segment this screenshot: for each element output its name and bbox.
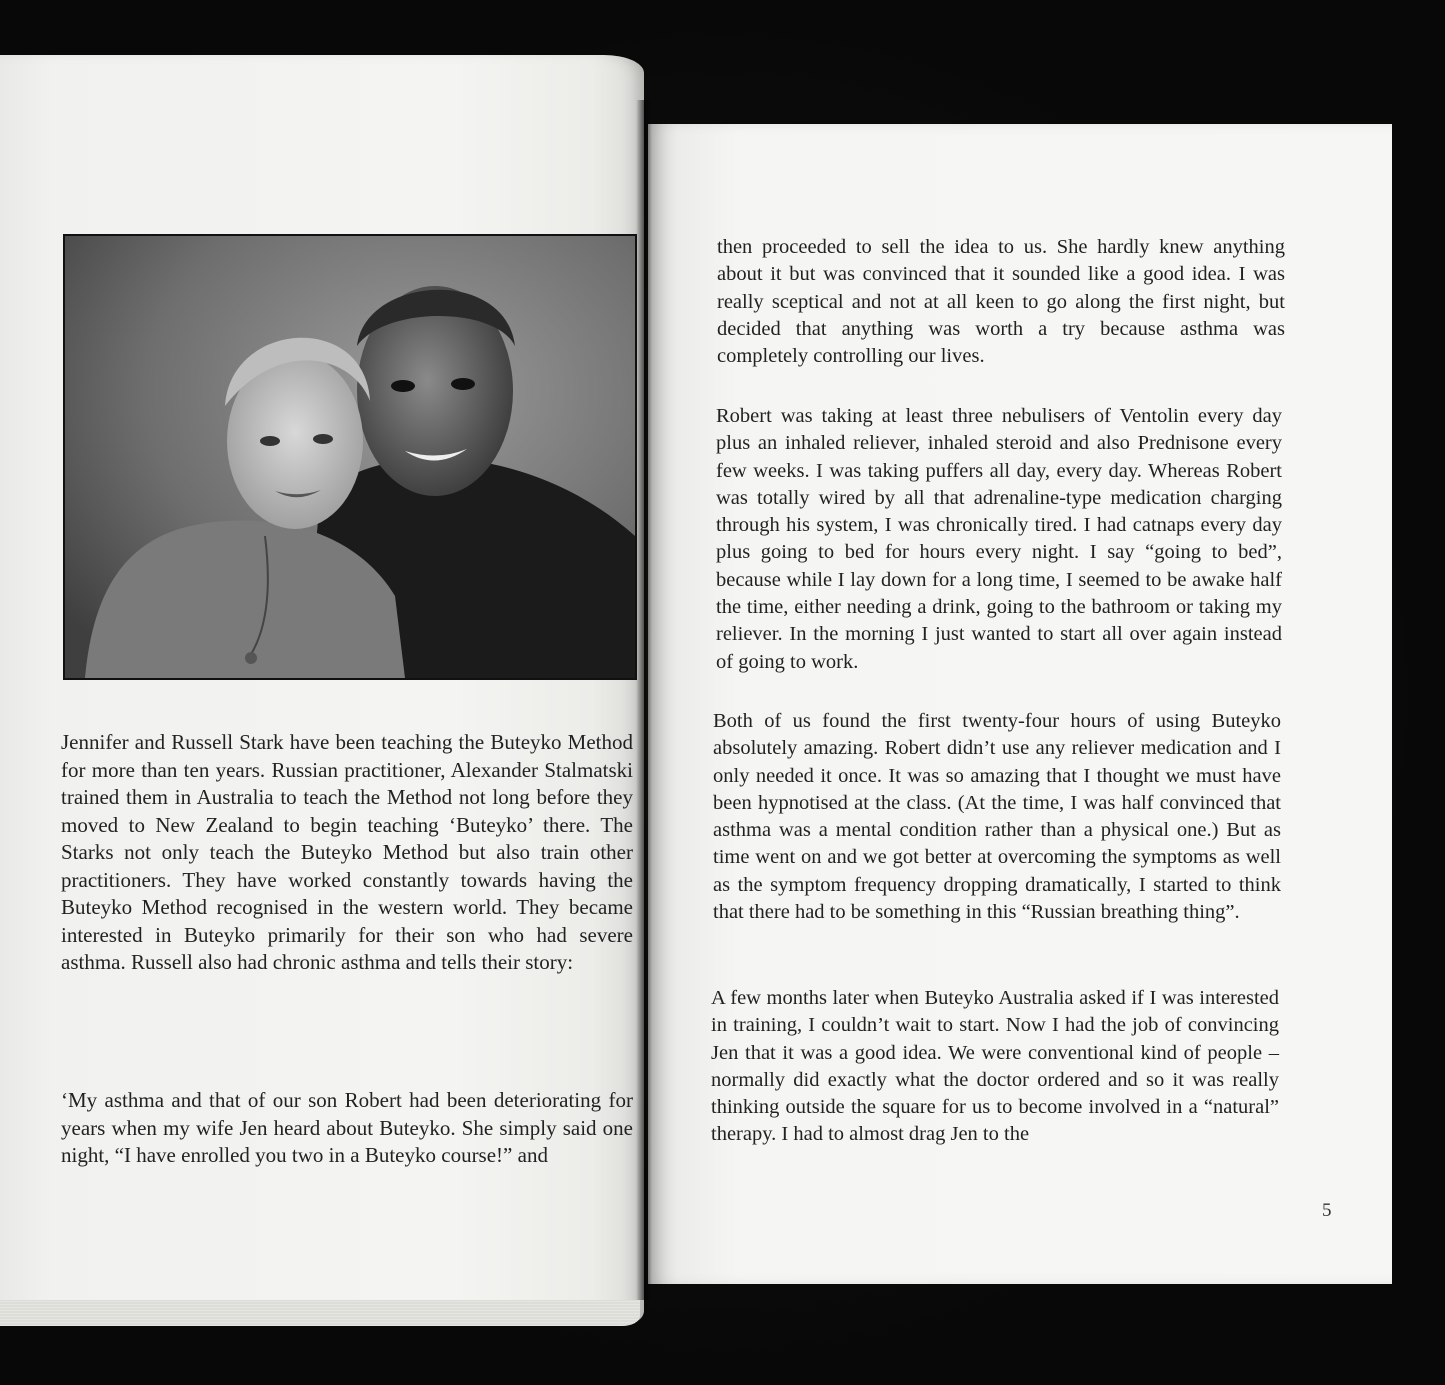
page-number: 5 [1322,1200,1332,1221]
right-paragraph-3 [713,708,1281,926]
paragraph-text: then proceeded to sell the idea to us. She hardly knew anything about it but was convinced that it sounded like a good idea. I was really sceptical and not at all keen to go along the first night, but decided that anything was worth a try because asthma was completely controlling our lives. [717,236,1285,368]
intro-text: Jennifer and Russell Stark have been teaching the Buteyko Method for more than ten years. Russian practitioner, Alexander Stalmatski trained them in Australia to teach the Method not long before they moved to New Zealand to begin teaching ‘Buteyko’ there. The Starks not only teach the Buteyko Method but also train other practitioners. They have worked constantly towards having the Buteyko Method recognised in the western world. They became interested in Buteyko primarily for their son who had severe asthma. Russell also had chronic asthma and tells their story: [61,730,633,974]
left-page-edges [0,1300,640,1326]
portrait-photo-icon [65,236,635,678]
left-intro-paragraph [61,729,633,977]
right-paragraph-2 [716,403,1282,676]
right-paragraph-1 [717,234,1285,370]
quote-text: ‘My asthma and that of our son Robert had been deteriorating for years when my wife Jen heard about Buteyko. She simply said one night, “I have enrolled you two in a Buteyko course!” and [61,1088,633,1167]
paragraph-text: Both of us found the first twenty-four hours of using Buteyko absolutely amazing. Robert didn’t use any reliever medication and I only needed it once. It was so amazing that I thought we must have been hypnotised at the class. (At the time, I was half convinced that asthma was a mental condition rather than a physical one.) But as time went on and we got better at overcoming the symptoms as well as the symptom frequency dropping dramatically, I started to think that there had to be something in this “Russian breathing thing”. [713,710,1281,924]
paragraph-text: A few months later when Buteyko Australia asked if I was interested in training, I couldn’t wait to start. Now I had the job of convincing Jen that it was a good idea. We were conventional kind of people – normally did exactly what the doctor ordered and so it was really thinking outside the square for us to become involved in a “natural” therapy. I had to almost drag Jen to the [711,987,1279,1146]
book-spine [636,100,652,1300]
paragraph-text: Robert was taking at least three nebulisers of Ventolin every day plus an inhaled reliever, inhaled steroid and also Prednisone every few weeks. I was taking puffers all day, every day. Whereas Robert was totally wired by all that adrenaline-type medication charging through his system, I was chronically tired. I had catnaps every day plus going to bed for hours every night. I say “going to bed”, because while I lay down for a long time, I seemed to be awake half the time, either needing a drink, going to the bathroom or taking my reliever. In the morning I just wanted to start all over again instead of going to work. [716,405,1282,673]
portrait-photo [63,234,637,680]
right-paragraph-4 [711,985,1279,1149]
left-quote-paragraph [61,1087,633,1170]
